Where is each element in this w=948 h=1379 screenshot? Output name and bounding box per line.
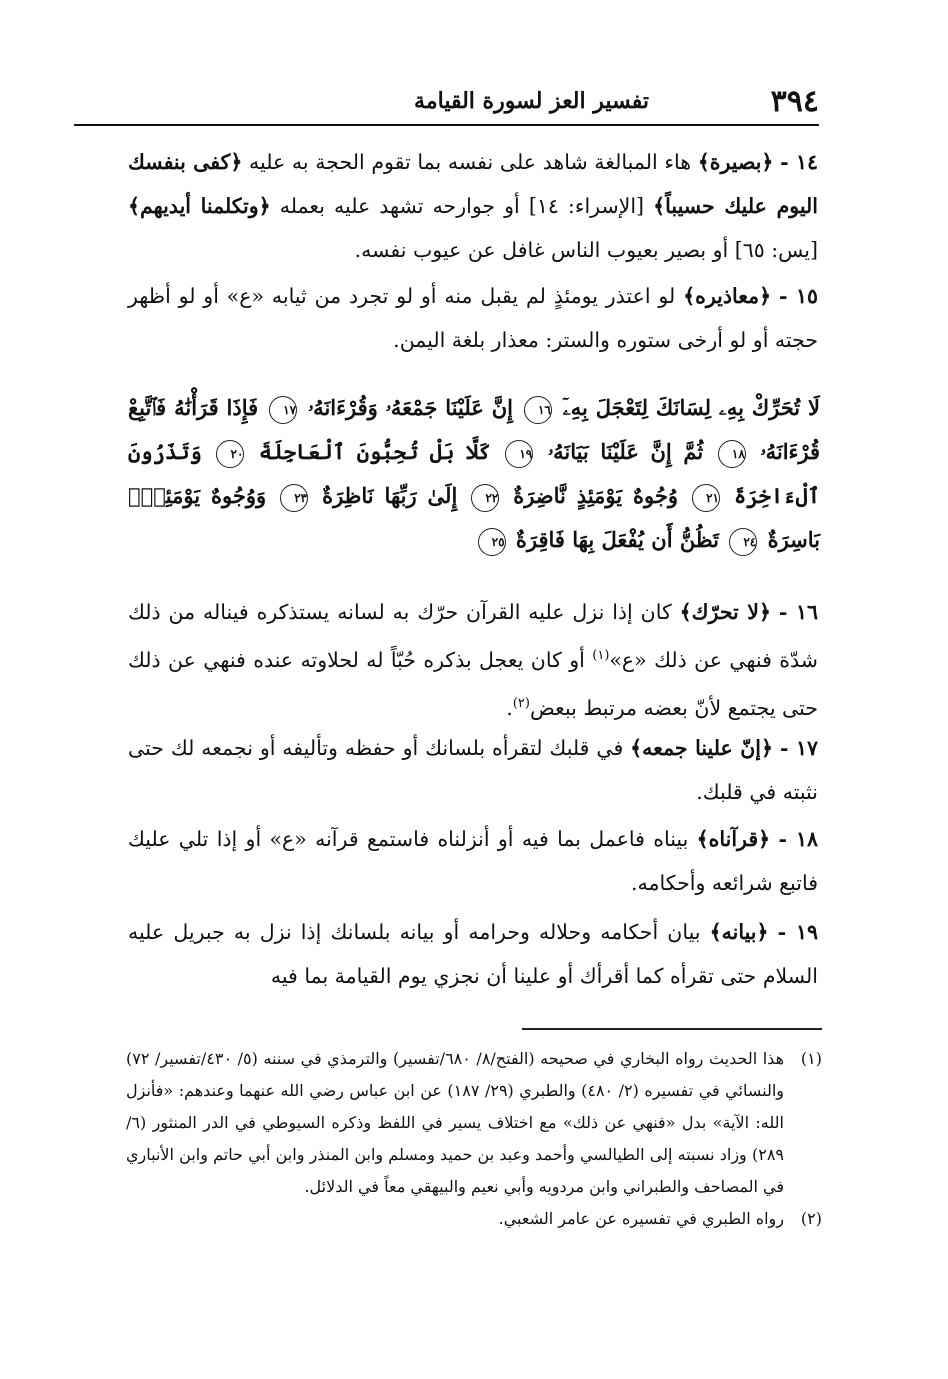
ayah-marker: ٢١ <box>692 484 720 512</box>
footnote-1 <box>126 1043 822 1203</box>
entry-number: ١٥ - <box>778 284 818 308</box>
entry-15 <box>128 274 818 362</box>
verse-text: وَوُجُوهٌ يَوْمَئِذٍۭ بَاسِرَةٌ <box>128 483 820 552</box>
verse-text: وَتَذَرُونَ ٱلْءَاخِرَةَ <box>128 439 821 508</box>
verse-text: وُجُوهٌ يَوْمَئِذٍ نَّاضِرَةٌ <box>513 483 679 508</box>
verse-text: إِنَّ عَلَيْنَا جَمْعَهُۥ وَقُرْءَانَهُۥ <box>307 395 513 420</box>
header-rule <box>74 124 819 126</box>
ayah-marker: ١٦ <box>524 396 552 424</box>
entry-text: كان إذا نزل عليه القرآن حرّك به لسانه يستذكره فيناله من ذلك شدّة فنهي عن ذلك «ع» <box>128 600 818 672</box>
entry-text: بيان أحكامه وحلاله وحرامه أو بيانه بلسانك إذا نزل به جبريل عليه السلام حتى تقرأه كما أقرأك أو علينا أن نجزي يوم القيامة بما فيه <box>128 920 818 988</box>
entry-text: لو اعتذر يومئذٍ لم يقبل منه أو لو تجرد من ثيابه «ع» أو لو أظهر حجته أو لو أرخى ستوره والستر: معذار بلغة اليمن. <box>128 284 818 352</box>
verse-text: ثُمَّ إِنَّ عَلَيْنَا بَيَانَهُۥ <box>547 439 704 464</box>
entry-number: ١٩ - <box>777 920 818 944</box>
entry-text: [يس: ٦٥] أو بصير بعيوب الناس غافل عن عيوب نفسه. <box>354 238 818 262</box>
entry-term: ﴿بيانه﴾ <box>709 920 769 944</box>
entry-number: ١٨ - <box>778 827 818 851</box>
ayah-marker: ١٩ <box>505 440 533 468</box>
footnote-2 <box>126 1203 822 1235</box>
entry-term: ﴿قرآناه﴾ <box>696 827 771 851</box>
footnote-number: (١) <box>800 1049 822 1068</box>
entry-text: بيناه فاعمل بما فيه أو أنزلناه فاستمع قرآنه «ع» أو إذا تلي عليك فاتبع شرائعه وأحكامه. <box>128 827 818 895</box>
footnote-number: (٢) <box>800 1209 822 1228</box>
verse-text: تَظُنُّ أَن يُفْعَلَ بِهَا فَاقِرَةٌ <box>515 527 719 552</box>
entry-term: ﴿بصيرة﴾ <box>697 150 774 174</box>
entry-text: [الإسراء: ١٤] أو جوارحه تشهد عليه بعمله <box>279 194 645 218</box>
ayah-marker: ٢٥ <box>478 528 506 556</box>
footnote-separator <box>522 1028 822 1030</box>
ayah-marker: ٢٣ <box>280 484 308 512</box>
quran-quote: ﴿كفى بنفسك اليوم عليك حسيباً﴾ <box>128 150 818 218</box>
verse-text: كَلَّا بَلْ تُحِبُّونَ ٱلْعَاجِلَةَ <box>259 439 491 464</box>
entry-number: ١٦ - <box>778 600 818 624</box>
entry-term: ﴿لا تحرّك﴾ <box>679 600 771 624</box>
entry-14 <box>128 140 818 272</box>
ayah-marker: ٢٤ <box>729 528 757 556</box>
page-number: ٣٩٤ <box>770 84 819 119</box>
entry-number: ١٧ - <box>779 736 818 760</box>
entry-text: هاء المبالغة شاهد على نفسه بما تقوم الحجة به عليه <box>249 150 692 174</box>
ayah-marker: ٢٢ <box>471 484 499 512</box>
running-title: تفسير العز لسورة القيامة <box>414 88 649 114</box>
footnote-ref[interactable]: (١) <box>592 648 610 663</box>
footnote-text: هذا الحديث رواه البخاري في صحيحه (الفتح/٨/ ٦٨٠/تفسير) والترمذي في سننه (٥/ ٤٣٠/تفسير/ ٧٢) والنسائي في تفسيره (٢/ ٤٨٠) والطبري (٢٩/ ١٨٧) عن ابن عباس رضي الله عنهما وعندهم: «فأنزل الله: الآية» بدل «فنهي عن ذلك» مع اختلاف يسير في اللفظ وذكره السيوطي في الدر المنثور (٦/ ٢٨٩) وزاد نسبته إلى الطيالسي وأحمد وعبد بن حميد ومسلم وابن المنذر وابن أبي حاتم وابن الأنباري في المصاحف والطبراني وابن مردويه وأبي نعيم والبيهقي معاً في الدلائل. <box>126 1049 785 1196</box>
footnote-ref[interactable]: (٢) <box>512 695 530 711</box>
entry-number: ١٤ - <box>780 150 818 174</box>
entry-17 <box>128 726 818 814</box>
verse-text: إِلَىٰ رَبِّهَا نَاظِرَةٌ <box>322 483 458 508</box>
entry-18 <box>128 817 818 905</box>
quran-verses-block <box>128 386 820 562</box>
ayah-marker: ٢٠ <box>216 440 244 468</box>
ayah-marker: ١٨ <box>718 440 746 468</box>
ayah-marker: ١٧ <box>269 396 297 424</box>
page-header <box>74 84 819 124</box>
entry-term: ﴿إنّ علينا جمعه﴾ <box>630 736 774 760</box>
verse-text: فَإِذَا قَرَأْنَٰهُ فَٱتَّبِعْ قُرْءَانَهُۥ <box>128 395 821 464</box>
entry-text: في قلبك لتقرأه بلسانك أو حفظه وتأليفه أو نجمعه لك حتى نثبته في قلبك. <box>128 736 818 804</box>
entry-term: ﴿معاذيره﴾ <box>683 284 772 308</box>
quran-quote: ﴿وتكلمنا أيديهم﴾ <box>128 194 271 218</box>
footnotes <box>126 1043 822 1235</box>
entry-end: . <box>506 695 513 720</box>
entry-19 <box>128 910 818 998</box>
verse-text: لَا تُحَرِّكْ بِهِۦ لِسَانَكَ لِتَعْجَلَ بِهِۦٓ <box>562 395 821 420</box>
footnote-text: رواه الطبري في تفسيره عن عامر الشعبي. <box>498 1209 784 1228</box>
entry-16 <box>128 590 818 730</box>
entry-text: أو كان يعجل بذكره حُبّاً له لحلاوته عنده فنهي عن ذلك حتى يجتمع لأنّ بعضه مرتبط ببعض <box>128 647 818 720</box>
